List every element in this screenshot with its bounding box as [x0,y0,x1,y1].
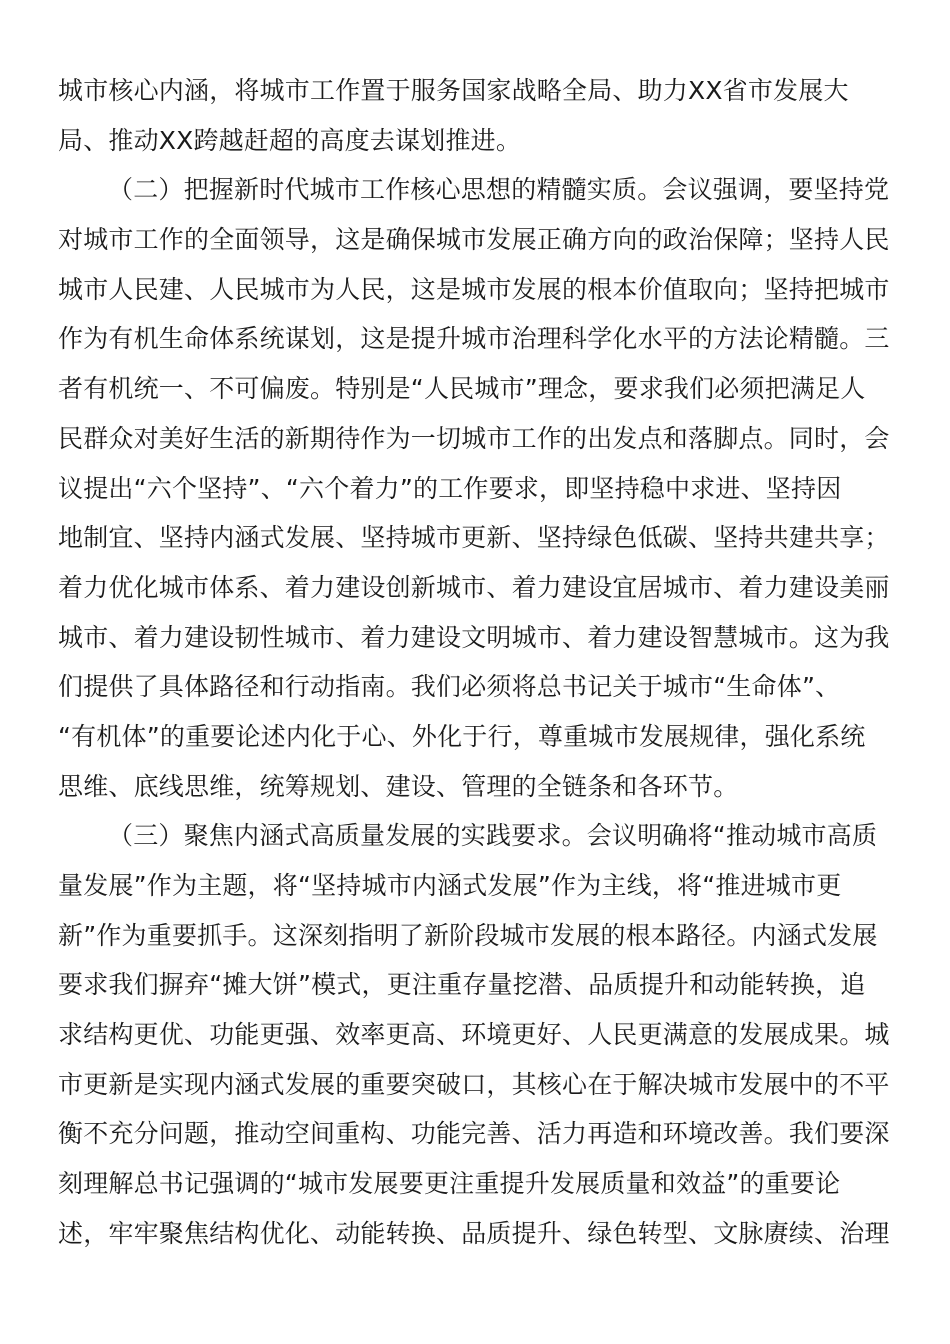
paragraph-heading-line: （三）聚焦内涵式高质量发展的实践要求。会议明确将“推动城市高质 [108,821,878,851]
text-line: 城市核心内涵，将城市工作置于服务国家战略全局、助力XX省市发展大 [58,76,849,105]
document-body [58,66,888,1259]
text-line: 新”作为重要抓手。这深刻指明了新阶段城市发展的根本路径。内涵式发展 [58,920,878,950]
text-line: 求结构更优、功能更强、效率更高、环境更好、人民更满意的发展成果。城 [58,1020,890,1050]
text-line: 者有机统一、不可偏废。特别是“人民城市”理念，要求我们必须把满足人 [58,374,866,404]
text-line: 议提出“六个坚持”、“六个着力”的工作要求，即坚持稳中求进、坚持因 [58,473,842,503]
text-line: “有机体”的重要论述内化于心、外化于行，尊重城市发展规律，强化系统 [58,721,866,751]
text-line: 城市人民建、人民城市为人民，这是城市发展的根本价值取向；坚持把城市 [58,274,890,304]
text-line: 城市、着力建设韧性城市、着力建设文明城市、着力建设智慧城市。这为我 [58,622,890,652]
text-line: 思维、底线思维，统筹规划、建设、管理的全链条和各环节。 [58,771,739,801]
paragraph-heading-line: （二）把握新时代城市工作核心思想的精髓实质。会议强调，要坚持党 [108,175,890,205]
text-line: 刻理解总书记强调的“城市发展要更注重提升发展质量和效益”的重要论 [58,1169,841,1199]
text-line: 局、推动XX跨越赶超的高度去谋划推进。 [58,125,522,155]
text-line: 们提供了具体路径和行动指南。我们必须将总书记关于城市“生命体”、 [58,672,841,702]
text-line: 地制宜、坚持内涵式发展、坚持城市更新、坚持绿色低碳、坚持共建共享； [58,523,890,553]
text-line: 民群众对美好生活的新期待作为一切城市工作的出发点和落脚点。同时，会 [58,423,890,453]
text-line: 衡不充分问题，推动空间重构、功能完善、活力再造和环境改善。我们要深 [58,1119,890,1149]
text-line: 作为有机生命体系统谋划，这是提升城市治理科学化水平的方法论精髓。三 [58,324,890,354]
text-line: 要求我们摒弃“摊大饼”模式，更注重存量挖潜、品质提升和动能转换，追 [58,970,866,1000]
text-line: 市更新是实现内涵式发展的重要突破口，其核心在于解决城市发展中的不平 [58,1069,890,1099]
text-line: 对城市工作的全面领导，这是确保城市发展正确方向的政治保障；坚持人民 [58,225,890,255]
text-line: 着力优化城市体系、着力建设创新城市、着力建设宜居城市、着力建设美丽 [58,572,890,602]
text-line: 述，牢牢聚焦结构优化、动能转换、品质提升、绿色转型、文脉赓续、治理 [58,1218,890,1248]
text-line: 量发展”作为主题，将“坚持城市内涵式发展”作为主线，将“推进城市更 [58,871,842,900]
